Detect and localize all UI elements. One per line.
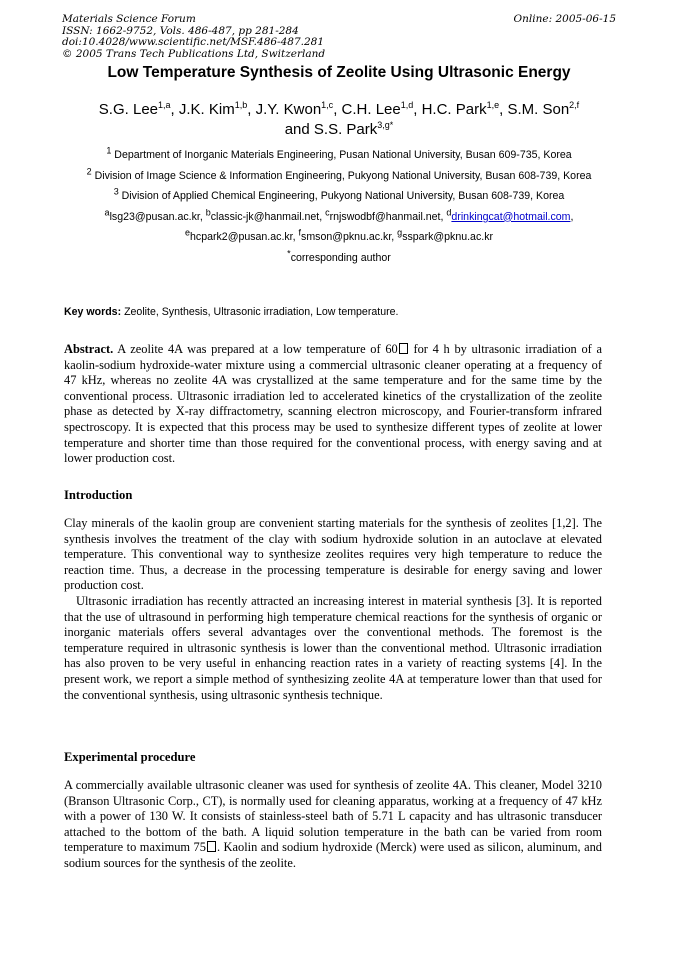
author-sup: 2,f: [569, 100, 580, 110]
email-line-2: $^e$hcpark2@pusan.ac.kr, $^f$smson@pknu.ac.kr, $^g$sspark@pknu.ac.kr: [184, 227, 494, 243]
author-sup: 1,e: [486, 100, 500, 110]
intro-paragraph-2: Ultrasonic irradiation has recently attracted an increasing interest in material synthesis [3]. It is reported that the use of ultrasound in performing high temperature chemical reactions for the synthesis of organic or inorganic materials offers several advantages over the conventional methods. The foremost is the temperature required in ultrasonic synthesis is lower than the conventional method. Ultrasonic irradiation has also proven to be very useful in enhancing reaction rates in a variety of reacting systems [4]. In the present work, we report a simple method of synthesizing zeolite 4A at temperature lower than that used for the conventional synthesis, using ultrasonic synthesis technique.: [64, 593, 602, 702]
author-sup: 1,a: [158, 100, 171, 110]
affiliations: [64, 145, 614, 268]
author-sup: 3,g*: [377, 120, 394, 130]
journal-header: [62, 14, 325, 60]
experimental-heading: Experimental procedure: [64, 750, 196, 764]
introduction-body: [64, 516, 602, 703]
online-date: Online: 2005-06-15: [513, 13, 616, 25]
journal-name: Materials Science Forum: [62, 13, 196, 25]
experimental-text-1: A commercially available ultrasonic cleaner was used for synthesis of zeolite 4A. This cleaner, Model 3210 (Branson Ultrasonic Corp., CT), is normally used for cleaning apparatus, working at a frequency of 47 kHz with a power of 130 W. It consists of stainless-steel bath of 5.71 L capacity and has ultrasonic transducer attached to the bottom of the bath. A liquid solution temperature in the bath can be varied from room temperature to maximum 75: [64, 778, 602, 855]
email-f: smson@pknu.ac.kr: [301, 231, 392, 243]
abstract-text-1: A zeolite 4A was prepared at a low temperature of 60: [117, 342, 398, 356]
author-name: S.G. Lee: [98, 101, 158, 118]
author-sup: 1,b: [234, 100, 248, 110]
email-g: sspark@pknu.ac.kr: [402, 231, 494, 243]
author-name: S.M. Son: [507, 101, 570, 118]
author-name: S.S. Park: [313, 121, 378, 138]
degree-symbol-icon: [399, 343, 408, 354]
paper-title: Low Temperature Synthesis of Zeolite Using Ultrasonic Energy: [107, 64, 571, 81]
author-sup: 1,d: [400, 100, 414, 110]
author-name: J.Y. Kwon: [255, 101, 322, 118]
author-name: J.K. Kim: [178, 101, 235, 118]
degree-symbol-icon: [207, 841, 216, 852]
affiliation-3: $^3$ Division of Applied Chemical Engineering, Pukyong National University, Busan 608-739, Korea: [113, 186, 565, 202]
affiliation-1: $^1$ Department of Inorganic Materials Engineering, Pusan National University, Busan 609-735, Korea: [106, 145, 572, 161]
corresponding-note: *corresponding author: [287, 247, 391, 264]
email-line-1: $^a$lsg23@pusan.ac.kr, $^b$classic-jk@hanmail.net, $^c$rnjswodbf@hanmail.net, $^d$drinkingcat@hotmail.com,: [104, 206, 574, 223]
author-sup: 1,c: [321, 100, 334, 110]
author-name: H.C. Park: [421, 101, 487, 118]
intro-paragraph-1: Clay minerals of the kaolin group are convenient starting materials for the synthesis of zeolites [1,2]. The synthesis involves the treatment of the clay with sodium hydroxide solution in an autoclave at elevated temperature. This conventional way to synthesize zeolites requires very high temperature to reduce the reaction time. Thus, a decrease in the processing temperature is desirable for energy saving and lower production cost.: [64, 516, 602, 593]
issn-line: ISSN: 1662-9752, Vols. 486-487, pp 281-284: [62, 24, 299, 37]
email-c: rnjswodbf@hanmail.net: [329, 210, 441, 223]
affiliation-2: $^2$ Division of Image Science & Information Engineering, Pukyong National University, Busan 608-739, Korea: [86, 165, 592, 182]
abstract-text-2: for 4 h by ultrasonic irradiation of a kaolin-sodium hydroxide-water mixture using a commercial ultrasonic cleaner operating at a frequency of 47 kHz, whereas no zeolite 4A was crystallized at the same temperature and for the same time by the conventional process. Ultrasonic irradiation led to accelerated kinetics of the crystallization of the zeolite phase as detected by X-ray diffractometry, scanning electron microscopy, and Fourier-transform infrared spectroscopy. It is expected that this process may be used to synthesize different types of zeolite at lower temperature and shorter time than those required for the conventional process, with energy saving and at lower production cost.: [64, 342, 603, 466]
abstract-label: Abstract.: [64, 342, 114, 356]
email-d-link[interactable]: drinkingcat@hotmail.com: [451, 210, 571, 223]
email-b: classic-jk@hanmail.net: [210, 210, 320, 223]
email-a: lsg23@pusan.ac.kr: [109, 210, 200, 223]
experimental-body: [64, 778, 602, 872]
abstract: [64, 342, 602, 467]
copyright-line: © 2005 Trans Tech Publications Ltd, Switzerland: [62, 47, 326, 60]
author-list: S.G. Lee$^{1,a}$, J.K. Kim$^{1,b}$, J.Y. Kwon$^{1,c}$, C.H. Lee$^{1,d}$, H.C. Park$^{1,e}$, S.M. Son$^{2,f}$ and S.S. Park$^{3,g*}$: [98, 100, 580, 138]
doi-line: doi:10.4028/www.scientific.net/MSF.486-487.281: [62, 36, 325, 48]
experimental-text-2: . Kaolin and sodium hydroxide (Merck) were used as silicon, aluminum, and sodium sources for the synthesis of the zeolite.: [64, 840, 602, 870]
keywords-text: Zeolite, Synthesis, Ultrasonic irradiation, Low temperature.: [124, 306, 399, 318]
email-e: hcpark2@pusan.ac.kr: [190, 231, 293, 243]
keywords: [64, 306, 614, 318]
author-name: C.H. Lee: [341, 101, 401, 118]
keywords-label: Key words:: [64, 306, 122, 318]
introduction-heading: Introduction: [64, 488, 133, 502]
